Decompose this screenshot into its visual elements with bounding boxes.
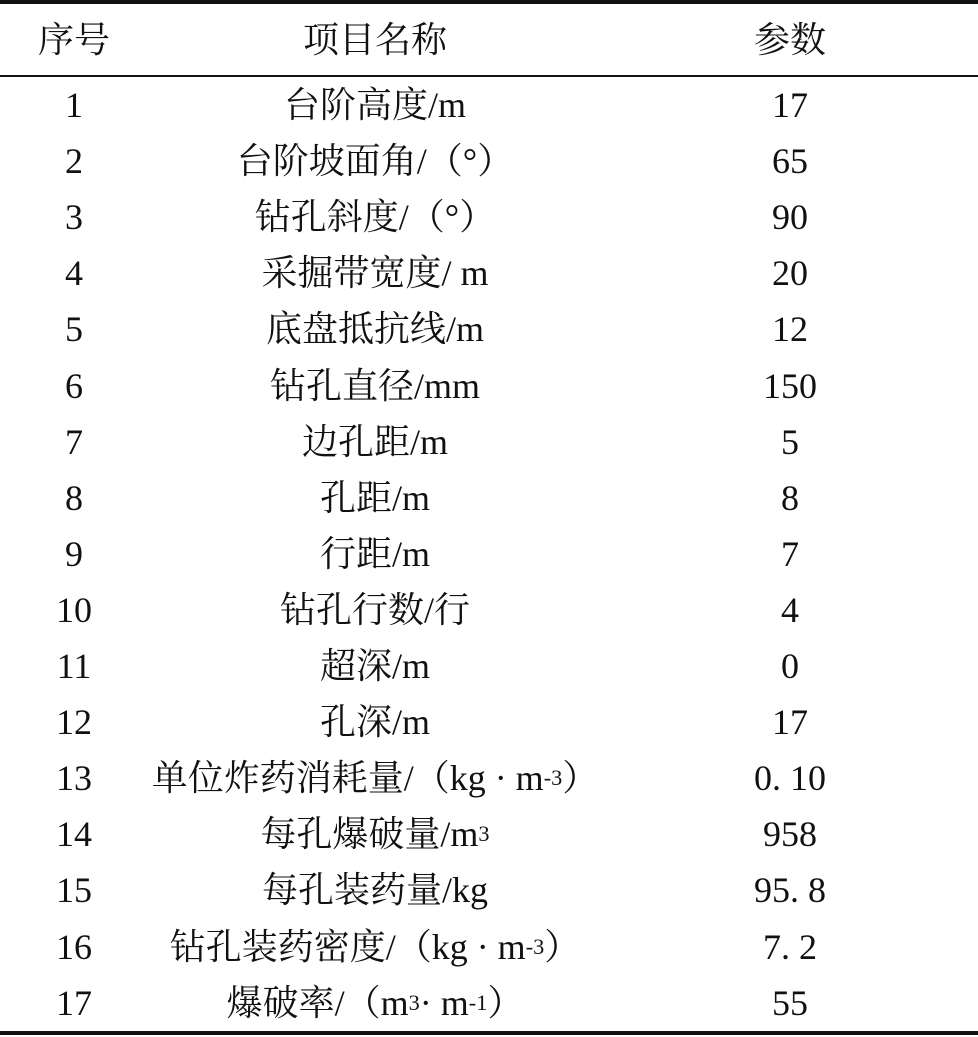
row-parameter-value: 90 xyxy=(772,197,808,238)
row-item-name-text: 行距/m xyxy=(319,533,430,574)
row-item-name-text: 每孔爆破量/m xyxy=(260,814,479,855)
row-parameter-value: 0 xyxy=(781,646,799,686)
row-serial-number: 5 xyxy=(65,309,83,350)
row-parameter-value: 55 xyxy=(772,982,808,1023)
row-serial-number: 11 xyxy=(56,646,92,686)
row-parameter-value: 7 xyxy=(781,533,799,574)
table-row xyxy=(0,975,978,1031)
table-row xyxy=(0,358,978,414)
row-parameter-value: 0. 10 xyxy=(754,758,826,799)
row-item-name xyxy=(148,582,602,638)
table-row xyxy=(0,189,978,245)
row-parameter-value: 17 xyxy=(772,702,808,743)
row-serial-number: 4 xyxy=(65,253,83,294)
row-serial-number: 14 xyxy=(56,814,92,855)
table-row xyxy=(0,470,978,526)
row-item-name xyxy=(148,301,602,357)
row-parameter-value: 65 xyxy=(772,141,808,182)
table-row xyxy=(0,750,978,806)
row-item-name: 单位炸药消耗量/（kg · m -3 ） xyxy=(151,758,599,799)
row-item-name xyxy=(148,77,602,133)
row-parameter-value: 7. 2 xyxy=(763,926,817,967)
row-parameter-value: 20 xyxy=(772,253,808,294)
table-header-row xyxy=(0,4,978,75)
row-item-name xyxy=(148,694,602,750)
row-serial-number: 13 xyxy=(56,758,92,799)
table-row xyxy=(0,806,978,862)
row-item-name: 爆破率/（m 3 · m -1 ） xyxy=(226,982,524,1023)
row-parameter-value: 958 xyxy=(763,814,817,855)
row-serial-number: 6 xyxy=(65,365,83,406)
table-row xyxy=(0,526,978,582)
table-row xyxy=(0,77,978,133)
table-row xyxy=(0,301,978,357)
row-parameter-value: 17 xyxy=(772,85,808,125)
row-item-name-text: 底盘抵抗线/m xyxy=(265,309,484,350)
table-row xyxy=(0,245,978,301)
row-serial-number: 8 xyxy=(65,477,83,518)
row-item-name xyxy=(148,638,602,694)
row-serial-number: 2 xyxy=(65,141,83,182)
table-row xyxy=(0,638,978,694)
row-item-name-tail: · m xyxy=(419,982,469,1023)
row-item-name-text: 边孔距/m xyxy=(301,421,448,462)
table-row xyxy=(0,694,978,750)
table-row xyxy=(0,919,978,975)
table-bottom-rule xyxy=(0,1031,978,1035)
row-item-name-text: 爆破率/（m xyxy=(226,982,409,1023)
row-item-name-text: 台阶坡面角/（°） xyxy=(236,141,514,182)
row-parameter-value: 5 xyxy=(781,421,799,462)
row-item-name-tail: ） xyxy=(562,758,599,799)
row-item-name xyxy=(148,862,602,918)
header-item-name: 项目名称 xyxy=(302,19,447,60)
row-serial-number: 15 xyxy=(56,870,92,911)
row-item-name-text: 钻孔直径/mm xyxy=(269,365,480,406)
row-item-name-tail: ） xyxy=(487,982,524,1023)
table-row xyxy=(0,862,978,918)
row-item-name-text: 孔深/m xyxy=(319,702,430,743)
row-parameter-value: 150 xyxy=(763,365,817,406)
table-body xyxy=(0,77,978,1031)
row-serial-number: 7 xyxy=(65,421,83,462)
row-item-name xyxy=(148,470,602,526)
row-item-name xyxy=(148,358,602,414)
row-serial-number: 12 xyxy=(56,702,92,743)
row-item-name-text: 钻孔斜度/（°） xyxy=(254,197,496,238)
row-item-name xyxy=(148,133,602,189)
row-serial-number: 10 xyxy=(56,589,92,630)
row-serial-number: 1 xyxy=(65,85,83,125)
row-item-name-text: 台阶高度/m xyxy=(283,85,466,125)
row-item-name-tail: ） xyxy=(544,926,581,967)
table-row xyxy=(0,582,978,638)
row-item-name xyxy=(148,245,602,301)
row-item-name-text: 钻孔行数/行 xyxy=(279,589,470,630)
row-item-name-text: 孔距/m xyxy=(319,477,430,518)
header-serial-number: 序号 xyxy=(37,19,110,60)
row-item-name xyxy=(148,189,602,245)
row-serial-number: 9 xyxy=(65,533,83,574)
row-item-name: 每孔爆破量/m 3 xyxy=(260,814,490,855)
row-item-name-text: 钻孔装药密度/（kg · m xyxy=(169,926,526,967)
row-item-name-text: 超深/m xyxy=(319,646,430,686)
row-parameter-value: 4 xyxy=(781,589,799,630)
row-item-name xyxy=(148,414,602,470)
row-item-name xyxy=(148,526,602,582)
row-parameter-value: 8 xyxy=(781,477,799,518)
table-row xyxy=(0,414,978,470)
row-item-name: 钻孔装药密度/（kg · m -3 ） xyxy=(169,926,581,967)
row-parameter-value: 12 xyxy=(772,309,808,350)
row-serial-number: 3 xyxy=(65,197,83,238)
row-item-name-text: 每孔装药量/kg xyxy=(261,870,488,911)
header-parameter: 参数 xyxy=(753,19,826,60)
row-parameter-value: 95. 8 xyxy=(754,870,826,911)
table-row xyxy=(0,133,978,189)
row-serial-number: 16 xyxy=(56,926,92,967)
row-serial-number: 17 xyxy=(56,982,92,1023)
row-item-name-text: 采掘带宽度/ m xyxy=(261,253,489,294)
row-item-name-text: 单位炸药消耗量/（kg · m xyxy=(151,758,544,799)
